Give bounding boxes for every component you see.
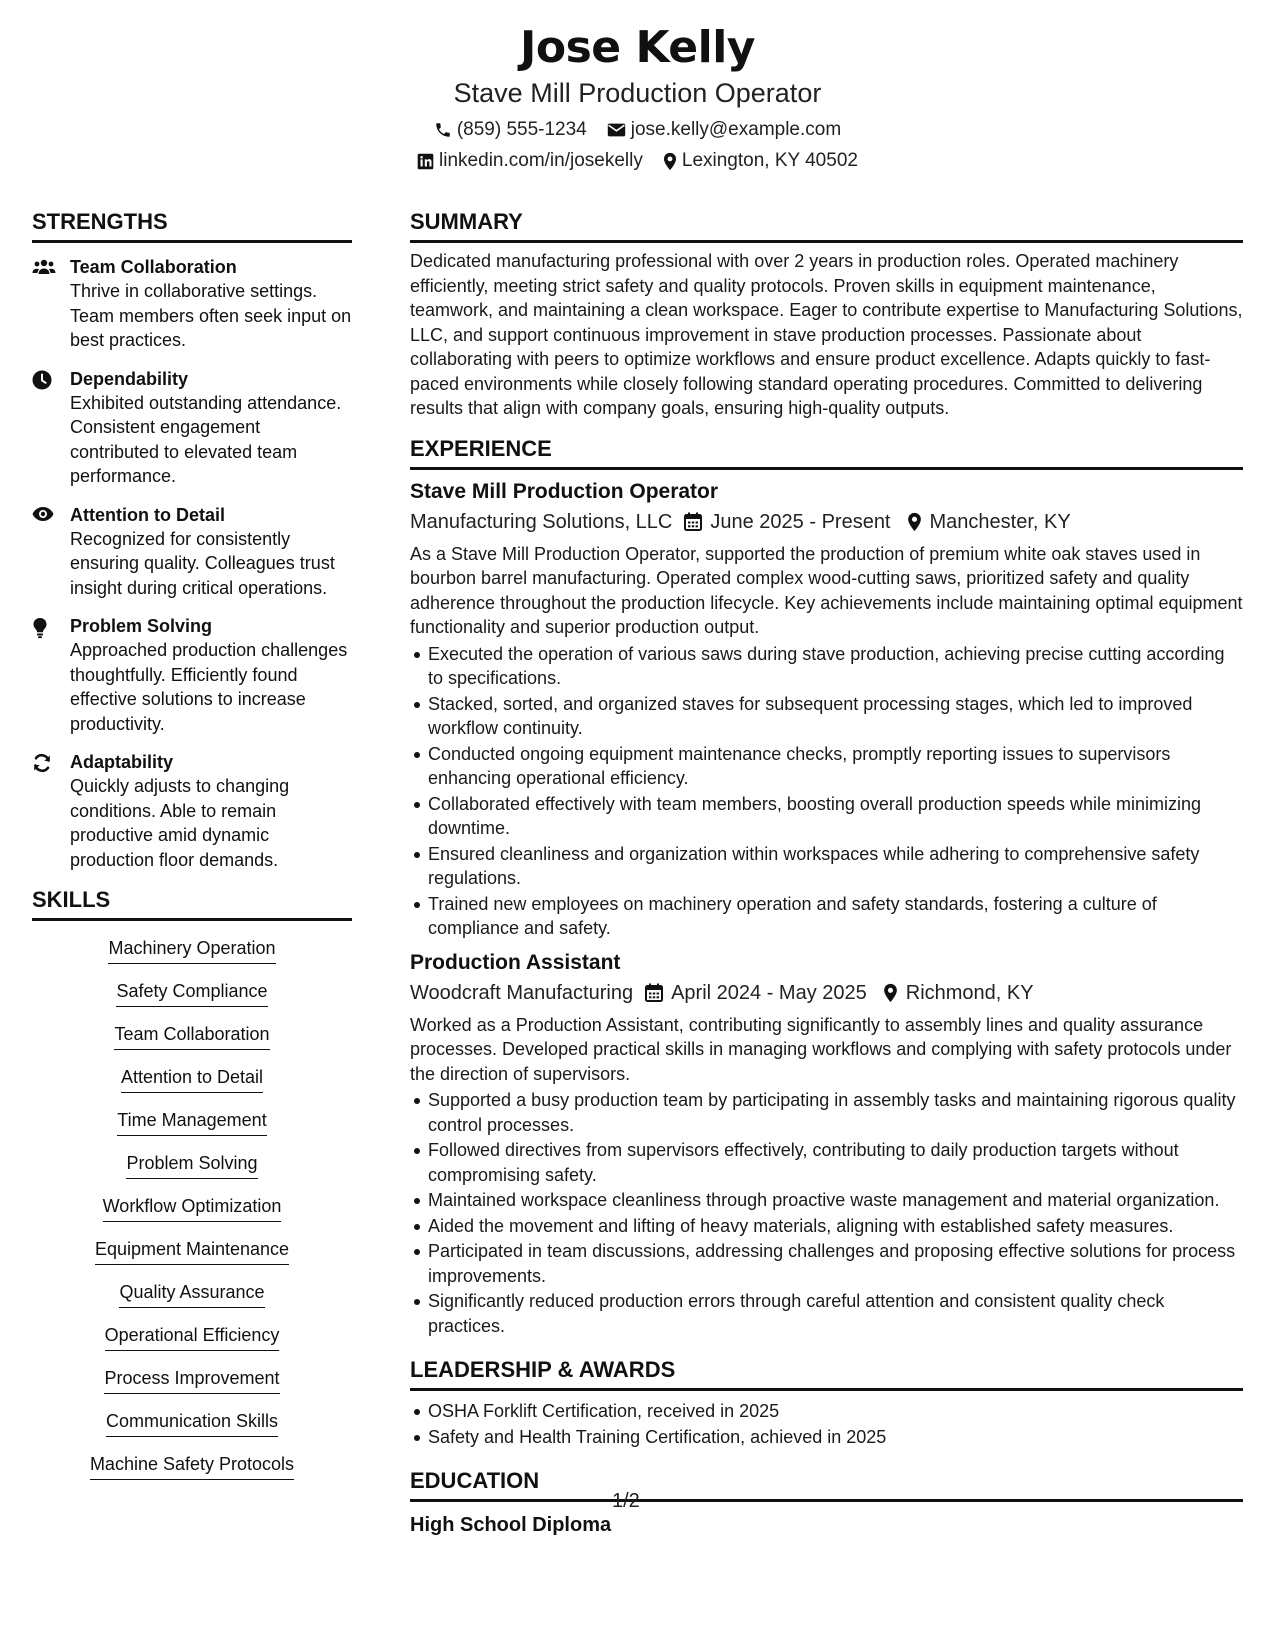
job-company: Woodcraft Manufacturing <box>410 981 634 1004</box>
list-item: Followed directives from supervisors effectively, contributing to daily production targets without compromising safety. <box>428 1138 1243 1187</box>
page-number: 1/2 <box>612 1490 640 1512</box>
education-degree: High School Diploma <box>410 1514 612 1536</box>
skill-tag: Team Collaboration <box>114 1021 269 1050</box>
strengths-list <box>32 255 352 872</box>
strength-item <box>32 367 352 489</box>
skill-tag: Equipment Maintenance <box>95 1236 289 1265</box>
phone-contact <box>434 118 587 142</box>
contact-row-2 <box>0 149 1275 173</box>
linkedin-contact[interactable] <box>417 149 643 173</box>
strength-desc: Exhibited outstanding attendance. Consistent engagement contributed to elevated team performance. <box>70 392 342 486</box>
skill-tag: Process Improvement <box>104 1365 279 1394</box>
contact-row-1 <box>0 118 1275 142</box>
summary-heading: SUMMARY <box>410 208 1243 243</box>
job-bullets <box>410 1088 1243 1338</box>
list-item: Participated in team discussions, addressing challenges and proposing effective solutions for process improvements. <box>428 1239 1243 1288</box>
map-pin-icon <box>883 983 898 1003</box>
candidate-name: Jose Kelly <box>520 22 755 73</box>
list-item: Supported a busy production team by participating in assembly tasks and maintaining rigorous quality control processes. <box>428 1088 1243 1137</box>
skill-tag: Machinery Operation <box>108 935 275 964</box>
clock-icon <box>32 367 70 489</box>
left-column <box>32 208 352 1494</box>
email-contact[interactable] <box>607 118 841 142</box>
job-location: Manchester, KY <box>929 510 1071 533</box>
skill-tag: Communication Skills <box>106 1408 278 1437</box>
job-description: Worked as a Production Assistant, contributing significantly to assembly lines and quality assurance processes. Developed practical skills in managing workflows and complying with safety protocols under the direction of supervisors. <box>410 1014 1232 1084</box>
awards-heading: LEADERSHIP & AWARDS <box>410 1356 1243 1391</box>
skill-tag: Workflow Optimization <box>103 1193 282 1222</box>
linkedin-icon <box>417 153 434 170</box>
list-item: Stacked, sorted, and organized staves for subsequent processing stages, which led to improved workflow continuity. <box>428 692 1243 741</box>
location-text: Lexington, KY 40502 <box>681 150 858 171</box>
job-dates-item <box>684 508 890 536</box>
job-dates: April 2024 - May 2025 <box>671 981 867 1004</box>
skill-tag: Quality Assurance <box>119 1279 264 1308</box>
strength-title: Problem Solving <box>70 616 213 636</box>
skill-tag: Time Management <box>117 1107 266 1136</box>
phone-icon <box>434 121 452 139</box>
strength-title: Team Collaboration <box>70 257 237 277</box>
strength-desc: Recognized for consistently ensuring quality. Colleagues trust insight during critical operations. <box>70 528 335 598</box>
strength-item <box>32 614 352 736</box>
education-heading: EDUCATION <box>410 1467 1243 1502</box>
calendar-icon <box>645 983 663 1002</box>
envelope-icon <box>607 122 626 138</box>
job-company: Manufacturing Solutions, LLC <box>410 510 673 533</box>
calendar-icon <box>684 512 702 531</box>
strength-item <box>32 503 352 601</box>
job-location-item <box>907 508 1071 536</box>
summary-text: Dedicated manufacturing professional with over 2 years in production roles. Operated machinery efficiently, meeting strict safety and quality protocols. Proven skills in equipment maintenance, teamwork, and maintaining a clean workspace. Eager to contribute expertise to Manufacturing Solutions, LLC, and support continuous improvement in stave production processes. Passionate about collaborating with peers to optimize workflows and ensure product excellence. Adapts quickly to fast-paced environments while closely following standard operating procedures. Committed to delivering results that align with company goals, ensuring high-quality outputs. <box>410 251 1243 418</box>
lightbulb-icon <box>32 614 70 736</box>
job-meta <box>410 979 1243 1007</box>
strength-item <box>32 750 352 872</box>
right-column <box>410 208 1243 1538</box>
candidate-title: Stave Mill Production Operator <box>453 78 822 108</box>
experience-heading: EXPERIENCE <box>410 435 1243 470</box>
job-title: Production Assistant <box>410 950 621 974</box>
strength-item <box>32 255 352 353</box>
users-icon <box>32 255 70 353</box>
strength-title: Dependability <box>70 368 189 389</box>
strength-title: Adaptability <box>70 752 174 772</box>
phone-text: (859) 555-1234 <box>456 119 587 140</box>
list-item: Aided the movement and lifting of heavy materials, aligning with established safety measures. <box>428 1214 1243 1239</box>
list-item: Conducted ongoing equipment maintenance checks, promptly reporting issues to supervisors enhancing operational efficiency. <box>428 742 1243 791</box>
skill-tag: Problem Solving <box>126 1150 257 1179</box>
skill-tag: Attention to Detail <box>121 1064 263 1093</box>
map-pin-icon <box>663 152 677 171</box>
job-dates: June 2025 - Present <box>710 510 891 533</box>
email-text[interactable]: jose.kelly@example.com <box>630 119 842 140</box>
job-dates-item <box>645 979 867 1007</box>
linkedin-text[interactable]: linkedin.com/in/josekelly <box>439 150 643 171</box>
skill-tag: Machine Safety Protocols <box>90 1451 294 1480</box>
location-contact <box>663 149 858 173</box>
job-meta <box>410 508 1243 536</box>
sync-icon <box>32 750 70 872</box>
job-location: Richmond, KY <box>905 981 1034 1004</box>
list-item: OSHA Forklift Certification, received in 2025 <box>428 1399 1243 1424</box>
list-item: Maintained workspace cleanliness through proactive waste management and material organization. <box>428 1188 1243 1213</box>
skills-heading: SKILLS <box>32 886 352 921</box>
awards-list <box>410 1399 1243 1449</box>
list-item: Executed the operation of various saws during stave production, achieving precise cutting according to specifications. <box>428 642 1243 691</box>
strength-title: Attention to Detail <box>70 504 225 525</box>
job-bullets <box>410 642 1243 941</box>
list-item: Collaborated effectively with team members, boosting overall production speeds while minimizing downtime. <box>428 792 1243 841</box>
eye-icon <box>32 503 70 601</box>
job-entry <box>410 478 1243 941</box>
list-item: Significantly reduced production errors through careful attention and consistent quality check practices. <box>428 1289 1243 1338</box>
skill-tag: Operational Efficiency <box>105 1322 280 1351</box>
strength-desc: Quickly adjusts to changing conditions. Able to remain productive amid dynamic production floor demands. <box>70 776 290 870</box>
job-description: As a Stave Mill Production Operator, supported the production of premium white oak staves used in bourbon barrel manufacturing. Operated complex wood-cutting saws, prioritized safety and quality adherence throughout the production lifecycle. Key achievements include maintaining optimal equipment functionality and superior production output. <box>410 543 1243 637</box>
resume-header <box>0 22 1275 173</box>
job-title: Stave Mill Production Operator <box>410 479 719 503</box>
job-location-item <box>883 979 1034 1007</box>
job-entry <box>410 949 1243 1339</box>
strengths-heading: STRENGTHS <box>32 208 352 243</box>
strength-desc: Thrive in collaborative settings. Team members often seek input on best practices. <box>70 281 352 350</box>
map-pin-icon <box>907 512 922 532</box>
strength-desc: Approached production challenges thoughtfully. Efficiently found effective solutions to increase productivity. <box>70 640 348 734</box>
list-item: Trained new employees on machinery operation and safety standards, fostering a culture of compliance and safety. <box>428 892 1243 941</box>
skills-list <box>32 935 352 1494</box>
list-item: Ensured cleanliness and organization within workspaces while adhering to comprehensive safety regulations. <box>428 842 1243 891</box>
list-item: Safety and Health Training Certification, achieved in 2025 <box>428 1425 1243 1450</box>
skill-tag: Safety Compliance <box>116 978 267 1007</box>
